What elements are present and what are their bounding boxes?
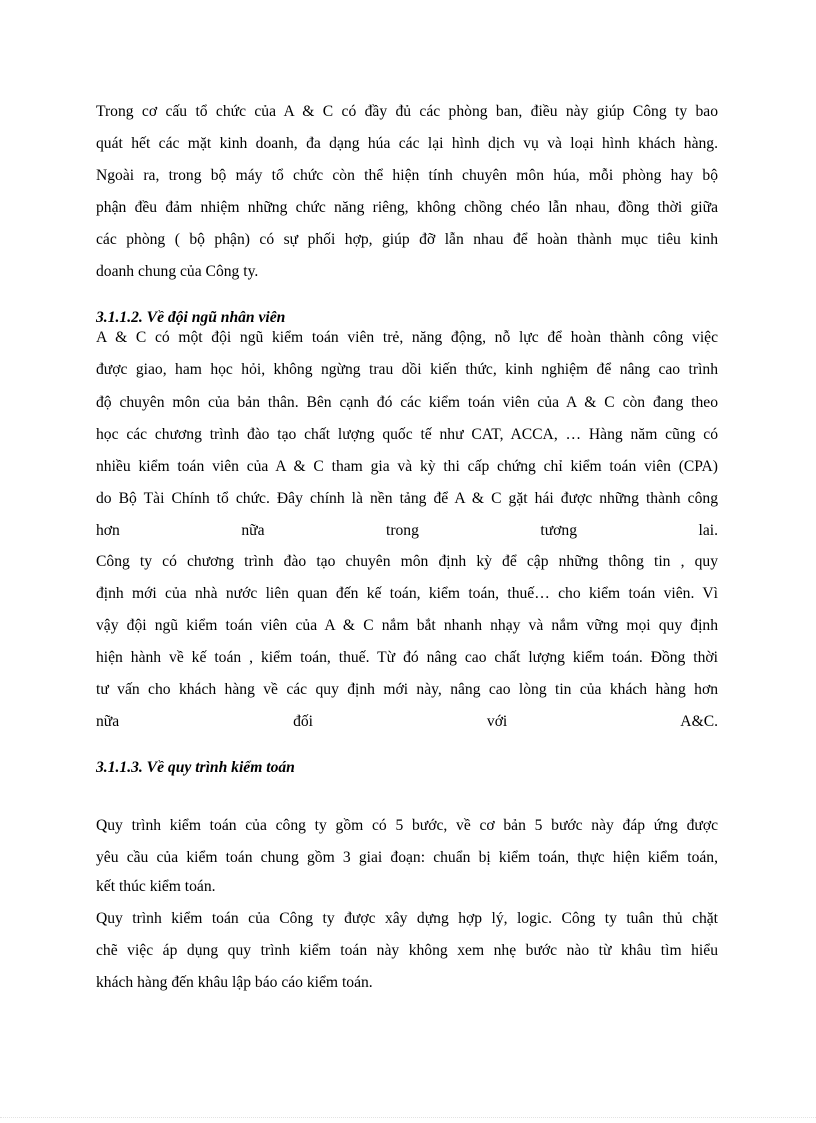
paragraph-1-line-2: quát hết các mặt kinh doanh, đa dạng húa các lại hình dịch vụ và loại hình khách hàng. xyxy=(96,135,718,152)
paragraph-3-line-5: tư vấn cho khách hàng về các quy định mới này, nâng cao lòng tin của khách hàng hơn xyxy=(96,681,718,698)
paragraph-3-line-6: nữa đối với A&C. xyxy=(96,713,718,730)
paragraph-1-line-4: phận đều đảm nhiệm những chức năng riêng, không chồng chéo lẫn nhau, đồng thời giữa xyxy=(96,199,718,216)
paragraph-1-line-3: Ngoài ra, trong bộ máy tổ chức còn thể hiện tính chuyên môn húa, mỗi phòng hay bộ xyxy=(96,167,718,184)
paragraph-3-line-3: vậy đội ngũ kiểm toán viên của A & C nắm bắt nhanh nhạy và nắm vững mọi quy định xyxy=(96,617,718,634)
paragraph-2-line-2: được giao, ham học hỏi, không ngừng trau dồi kiến thức, kinh nghiệm để nâng cao trình xyxy=(96,361,718,378)
paragraph-2-line-5: nhiều kiểm toán viên của A & C tham gia và kỳ thi cấp chứng chỉ kiểm toán viên (CPA) xyxy=(96,458,718,475)
paragraph-1-line-6: doanh chung của Công ty. xyxy=(96,263,259,280)
paragraph-1-line-5: các phòng ( bộ phận) có sự phối hợp, giúp đỡ lẫn nhau để hoàn thành mục tiêu kinh xyxy=(96,231,718,248)
paragraph-1-line-1: Trong cơ cấu tổ chức của A & C có đầy đủ các phòng ban, điều này giúp Công ty bao xyxy=(96,103,718,120)
paragraph-3-line-1: Công ty có chương trình đào tạo chuyên môn định kỳ để cập những thông tin , quy xyxy=(96,553,718,570)
paragraph-2-line-1: A & C có một đội ngũ kiểm toán viên trẻ, năng động, nỗ lực để hoàn thành công việc xyxy=(96,329,718,346)
paragraph-4-line-2: yêu cầu của kiểm toán chung gồm 3 giai đoạn: chuẩn bị kiểm toán, thực hiện kiểm toán, xyxy=(96,849,718,866)
paragraph-2-line-4: học các chương trình đào tạo chất lượng quốc tế như CAT, ACCA, … Hàng năm cũng có xyxy=(96,426,718,443)
section-heading-process: 3.1.1.3. Về quy trình kiểm toán xyxy=(96,759,295,776)
paragraph-2-line-3: độ chuyên môn của bản thân. Bên cạnh đó các kiểm toán viên của A & C còn đang theo xyxy=(96,394,718,411)
paragraph-2-line-6: do Bộ Tài Chính tổ chức. Đây chính là nền tảng để A & C gặt hái được những thành công xyxy=(96,490,718,507)
paragraph-3-line-4: hiện hành về kế toán , kiểm toán, thuế. Từ đó nâng cao chất lượng kiểm toán. Đồng thời xyxy=(96,649,718,666)
paragraph-5-line-2: chẽ việc áp dụng quy trình kiểm toán này không xem nhẹ bước nào từ khâu tìm hiểu xyxy=(96,942,718,959)
paragraph-2-line-7: hơn nữa trong tương lai. xyxy=(96,522,718,539)
paragraph-5-line-1: Quy trình kiểm toán của Công ty được xây dựng hợp lý, logic. Công ty tuân thủ chặt xyxy=(96,910,718,927)
paragraph-5-line-3: khách hàng đến khâu lập báo cáo kiểm toán. xyxy=(96,974,373,991)
section-heading-staff: 3.1.1.2. Về đội ngũ nhân viên xyxy=(96,309,286,326)
paragraph-4-line-3: kết thúc kiểm toán. xyxy=(96,878,216,895)
page-bottom-divider xyxy=(0,1117,816,1118)
paragraph-3-line-2: định mới của nhà nước liên quan đến kế toán, kiểm toán, thuế… cho kiểm toán viên. Vì xyxy=(96,585,718,602)
paragraph-4-line-1: Quy trình kiểm toán của công ty gồm có 5 bước, về cơ bản 5 bước này đáp ứng được xyxy=(96,817,718,834)
